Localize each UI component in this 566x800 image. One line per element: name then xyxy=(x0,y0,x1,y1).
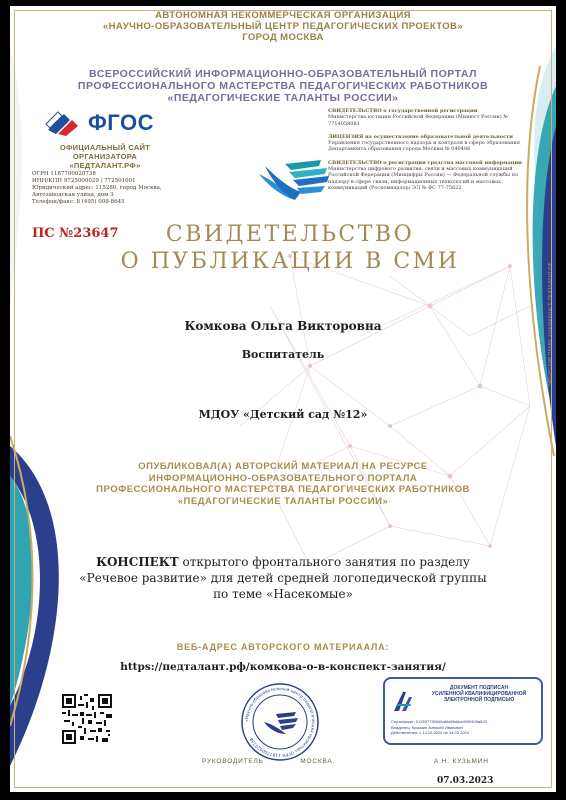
recipient-organization: МДОУ «Детский сад №12» xyxy=(198,408,368,421)
organization-line-2: «НАУЧНО-ОБРАЗОВАТЕЛЬНЫЙ ЦЕНТР ПЕДАГОГИЧЕСКИХ ПРОЕКТОВ» xyxy=(102,21,464,32)
city-label: МОСКВА xyxy=(300,758,333,765)
official-site-line-1: ОФИЦИАЛЬНЫЙ САЙТ xyxy=(59,143,151,152)
material-line-3: по теме «Насекомые» xyxy=(213,587,353,601)
signature-details xyxy=(391,719,537,736)
material-line-1 xyxy=(60,554,506,570)
address-line-2: Автозаводская улица, дом 3 xyxy=(32,192,114,198)
seal-ring-textpath: «Научно-образовательный центр педагогических проектов» ОГРН 1187700020738 xyxy=(243,685,317,759)
organization-line-3: ГОРОД МОСКВА xyxy=(242,32,324,43)
fgos-text: ФГОС xyxy=(88,110,154,135)
media-registration-body: Министерства цифрового развития, связи и массовых коммуникаций Российской Федерации (Минцифры России) — Федеральной службы по надзору в сфере связи, информационных технологий и массовых коммуникаций (Роскомнадзор) ЭЛ № ФС 77-75622 xyxy=(328,166,518,191)
media-registration-info xyxy=(328,160,538,191)
material-type: КОНСПЕКТ xyxy=(96,555,179,569)
certificate-title-line-2: О ПУБЛИКАЦИИ В СМИ xyxy=(120,249,460,274)
material-line-1-rest: открытого фронтального занятия по разделу xyxy=(178,555,470,569)
license-heading: ЛИЦЕНЗИЯ на осуществление образовательной деятельности xyxy=(328,133,513,140)
organization-line-1: АВТОНОМНАЯ НЕКОММЕРЧЕСКАЯ ОРГАНИЗАЦИЯ xyxy=(155,10,411,21)
material-title xyxy=(60,554,506,602)
signature-title xyxy=(421,685,537,703)
signature-title-line-2: УСИЛЕННОЙ КВАЛИФИЦИРОВАННОЙ xyxy=(431,691,527,697)
signature-validity: Действителен: с 14.12.2022 по 14.03.2024 xyxy=(391,730,469,735)
copyright-side-text: АВТОРСКИЕ ПРАВА ЗАЩИЩЕНЫ © ПЕДТАЛАНТ.РФ xyxy=(547,262,552,386)
official-site-line-3: «ПЕДТАЛАНТ.РФ» xyxy=(69,161,141,170)
media-registration-heading: СВИДЕТЕЛЬСТВО о регистрации средства массовой информации xyxy=(328,159,522,166)
official-site-block xyxy=(30,143,180,170)
published-line-3: ПРОФЕССИОНАЛЬНОГО МАСТЕРСТВА ПЕДАГОГИЧЕСКИХ РАБОТНИКОВ xyxy=(96,484,470,495)
material-line-2: «Речевое развитие» для детей средней логопедической группы xyxy=(79,571,487,585)
published-line-2: ИНФОРМАЦИОННО-ОБРАЗОВАТЕЛЬНОГО ПОРТАЛА xyxy=(148,472,418,484)
signature-title-line-3: ЭЛЕКТРОННОЙ ПОДПИСЬЮ xyxy=(443,697,515,703)
registration-body: Министерства юстиции Российской Федерации (Минюст России) № 7714058081 xyxy=(328,114,508,127)
portal-line-3: «ПЕДАГОГИЧЕСКИЕ ТАЛАНТЫ РОССИИ» xyxy=(167,92,399,104)
fgos-emblem-icon xyxy=(44,110,86,136)
published-statement xyxy=(70,461,496,507)
signer-name: А.Н. КУЗЬМИН xyxy=(434,758,489,765)
registration-info xyxy=(328,108,538,127)
recipient-name: Комкова Ольга Викторовна xyxy=(184,319,382,333)
signature-owner: Владелец: Кузьмин Алексей Иванович xyxy=(391,724,463,730)
ogrn: ОГРН 1187700020738 xyxy=(32,171,96,177)
published-line-1: ОПУБЛИКОВАЛ(А) АВТОРСКИЙ МАТЕРИАЛ НА РЕСУРСЕ xyxy=(138,461,428,472)
fgos-logo xyxy=(44,110,164,136)
portal-line-1: ВСЕРОССИЙСКИЙ ИНФОРМАЦИОННО-ОБРАЗОВАТЕЛЬНЫЙ ПОРТАЛ xyxy=(89,68,477,80)
inn-kpp: ИНН/КПП 9725000029 / 772501001 xyxy=(32,178,136,184)
signature-certificate: Сертификат: 0126377300d6af0d66d6dc590f409a523 xyxy=(391,719,487,724)
signature-title-line-1: ДОКУМЕНТ ПОДПИСАН xyxy=(449,685,509,691)
official-site-line-2: ОРГАНИЗАТОРА xyxy=(72,152,138,161)
registration-heading: СВИДЕТЕЛЬСТВО о государственной регистрации xyxy=(328,108,478,114)
url-label: ВЕБ-АДРЕС АВТОРСКОГО МАТЕРИААЛА: xyxy=(176,642,390,652)
certificate-title xyxy=(90,221,490,275)
licenses-block xyxy=(328,108,538,198)
director-label: РУКОВОДИТЕЛЬ xyxy=(202,758,264,765)
requisites-block xyxy=(32,171,202,206)
portal-header xyxy=(50,68,516,104)
director-line xyxy=(202,758,332,765)
phone: Телефон/факс: 8 (495) 008-8645 xyxy=(32,199,125,205)
address-line-1: Юридический адрес: 115280, город Москва, xyxy=(32,185,162,191)
qr-code[interactable] xyxy=(62,694,112,744)
electronic-signature-box xyxy=(383,677,543,745)
license-body: Управления государственного надзора и контроля в сфере образования Департамента образования города Москвы № 040486 xyxy=(328,140,520,153)
organization-seal xyxy=(240,682,320,762)
recipient-position: Воспитатель xyxy=(241,348,325,361)
hand-logo-icon xyxy=(255,156,333,208)
certificate-number: ПС №23647 xyxy=(32,226,119,241)
certificate-sheet xyxy=(10,6,556,792)
material-url[interactable]: https://педталант.рф/комкова-о-в-конспект-занятия/ xyxy=(120,661,446,673)
license-info xyxy=(328,134,538,153)
issue-date: 07.03.2023 xyxy=(437,776,494,786)
published-line-4: «ПЕДАГОГИЧЕСКИЕ ТАЛАНТЫ РОССИИ» xyxy=(177,495,389,507)
certificate-title-line-1: СВИДЕТЕЛЬСТВО xyxy=(165,222,415,247)
organization-header xyxy=(10,10,556,43)
portal-line-2: ПРОФЕССИОНАЛЬНОГО МАСТЕРСТВА ПЕДАГОГИЧЕСКИХ РАБОТНИКОВ xyxy=(77,80,489,92)
signature-logo-icon xyxy=(391,689,417,715)
